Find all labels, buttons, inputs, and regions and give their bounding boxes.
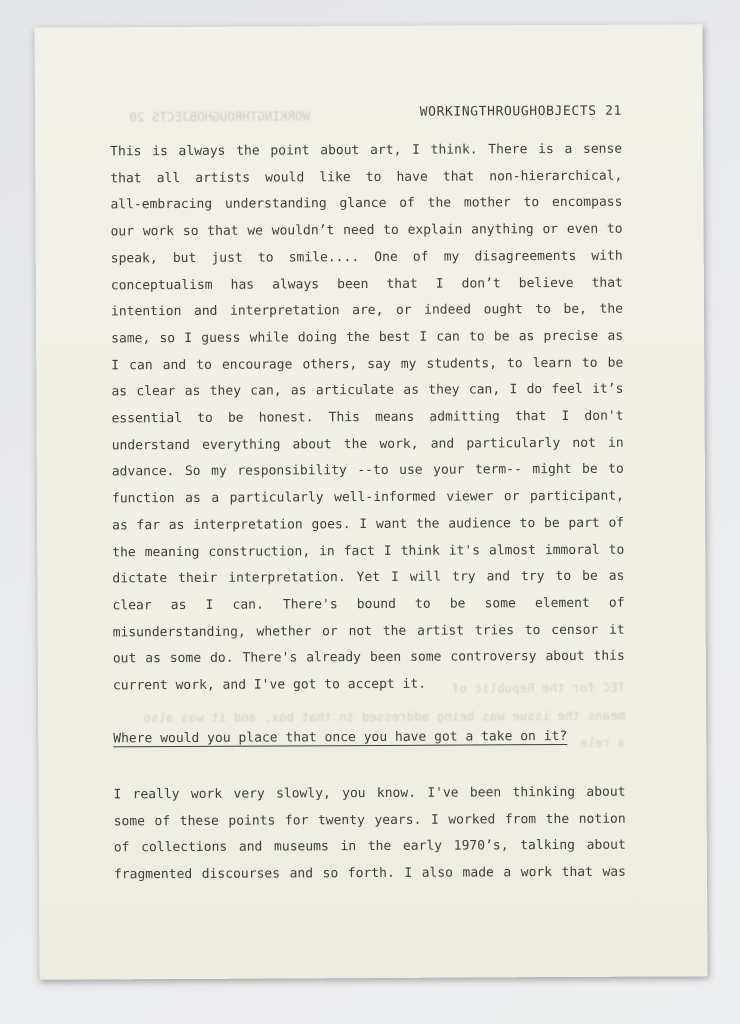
text-line: our work so that we wouldn’t need to explain anything or even to <box>110 221 623 240</box>
bleedthrough-line: means the issue was being addressed in that box, and it was also <box>143 707 626 726</box>
text-line: misunderstanding, whether or not the artist tries to censor it <box>112 622 625 641</box>
text-line: I can and to encourage others, say my students, to learn to be <box>111 355 624 373</box>
text-line: the meaning construction, in fact I think it's almost immoral to <box>112 542 625 560</box>
text-line: intention and interpretation are, or indeed ought to be, the <box>110 301 624 320</box>
text-line: advance. So my responsibility --to use your term-- might be to <box>111 462 624 480</box>
bleedthrough-line: TEC for the Republic of <box>451 679 626 696</box>
answer-paragraph-continued <box>113 780 626 889</box>
text-line: current work, and I've got to accept it. <box>112 676 427 694</box>
page-header: WORKINGTHROUGHOBJECTS 21 <box>419 103 622 120</box>
text-line: as clear as they can, as articulate as they can, I do feel it’s <box>111 382 624 400</box>
text-line: speak, but just to smile.... One of my disagreements with <box>110 248 623 267</box>
answer-paragraph <box>110 137 625 700</box>
bleedthrough-line: a rele <box>580 734 626 750</box>
text-line: understand everything about the work, and particularly not in <box>111 435 624 454</box>
text-line: dictate their interpretation. Yet I will try and try to be as <box>112 568 625 587</box>
text-line: I really work very slowly, you know. I've been thinking about <box>113 784 626 803</box>
text-line: out as some do. There's already been some controversy about this <box>112 649 625 667</box>
text-line: function as a particularly well-informed viewer or participant, <box>111 488 625 507</box>
bleedthrough-header: WORKINGTHROUGHOBJECTS 20 <box>129 108 311 125</box>
text-line: This is always the point about art, I think. There is a sense <box>110 141 623 160</box>
document-page <box>35 24 708 979</box>
text-line: of collections and museums in the early 1970’s, talking about <box>113 838 626 856</box>
interview-question: Where would you place that once you have got a take on it? <box>113 728 568 747</box>
text-line: some of these points for twenty years. I worked from the notion <box>113 811 626 830</box>
text-line: all-embracing understanding glance of the mother to encompass <box>110 195 623 213</box>
text-line: conceptualism has always been that I don’t believe that <box>110 275 623 293</box>
text-line: essential to be honest. This means admitting that I don't <box>111 408 624 427</box>
text-line: clear as I can. There's bound to be some element of <box>112 595 625 614</box>
text-line: same, so I guess while doing the best I can to be as precise as <box>111 328 624 347</box>
text-line: that all artists would like to have that non-hierarchical, <box>110 168 623 187</box>
text-line: fragmented discourses and so forth. I also made a work that was <box>113 864 626 883</box>
text-line: as far as interpretation goes. I want the audience to be part of <box>112 515 625 534</box>
